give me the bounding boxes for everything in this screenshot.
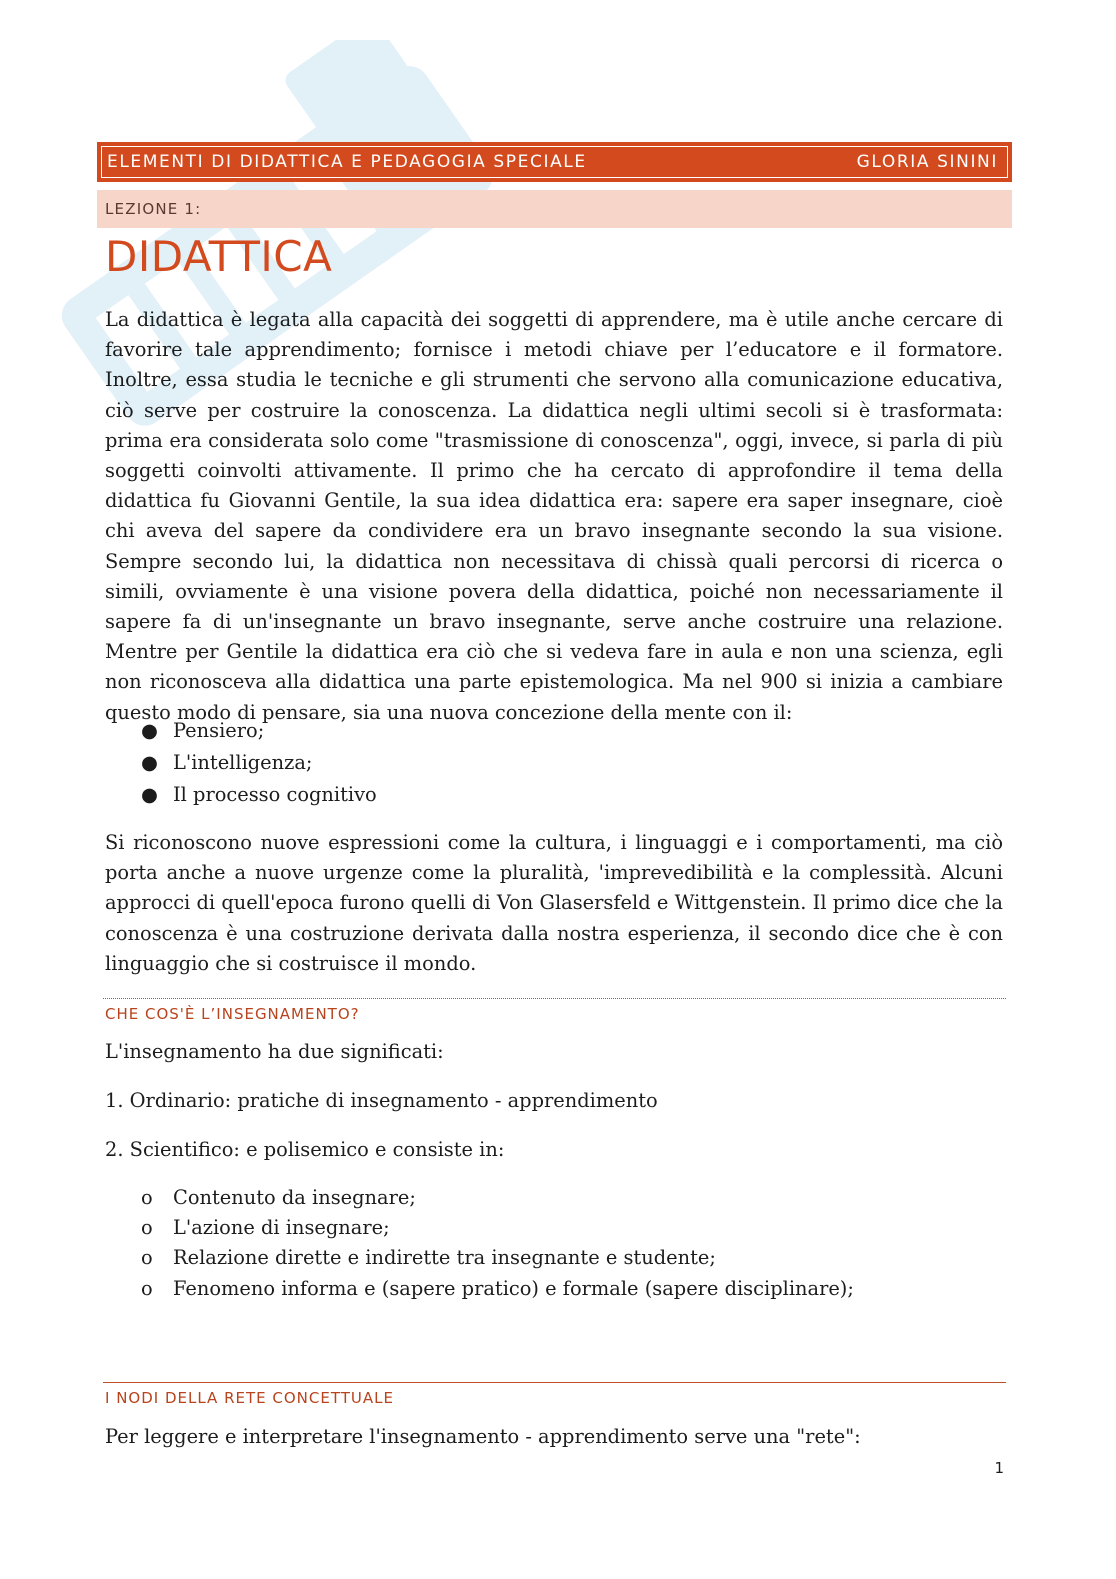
teaching-intro: L'insegnamento ha due significati: xyxy=(105,1040,444,1063)
bullet-dot-icon: ● xyxy=(141,751,158,774)
intro-paragraph: La didattica è legata alla capacità dei soggetti di apprendere, ma è utile anche cercare di favorire tale apprendimento; fornisce i metodi chiave per l’educatore e il formatore. Inoltre, essa studia le tecniche e gli strumenti che servono alla comunicazione educativa, ciò serve per costruire la conoscenza. La didattica negli ultimi secoli si è trasformata: prima era considerata solo come "trasmissione di conoscenza", oggi, invece, si parla di più soggetti coinvolti attivamente. Il primo che ha cercato di approfondire il tema della didattica fu Giovanni Gentile, la sua idea didattica era: sapere era saper insegnare, cioè chi aveva del sapere da condividere era un bravo insegnante secondo la sua visione. Sempre secondo lui, la didattica non necessitava di chissà quali percorsi di ricerca o simili, ovviamente è una visione povera della didattica, poiché non necessariamente il sapere fa di un'insegnante un bravo insegnante, serve anche costruire una relazione. Mentre per Gentile la didattica era ciò che si vedeva fare in aula e non una scienza, egli non riconosceva alla didattica una parte epistemologica. Ma nel 900 si inizia a cambiare questo modo di pensare, sia una nuova concezione della mente con il: xyxy=(105,308,1003,724)
circle-bullet-icon: o xyxy=(141,1246,153,1270)
network-intro: Per leggere e interpretare l'insegnamento - apprendimento serve una "rete": xyxy=(105,1425,861,1448)
section-heading-network: I NODI DELLA RETE CONCETTUALE xyxy=(105,1389,394,1407)
page-title: DIDATTICA xyxy=(105,232,333,281)
page-number: 1 xyxy=(994,1459,1004,1477)
list-item: ● Il processo cognitivo xyxy=(105,779,377,811)
list-item: o Fenomeno informa e (sapere pratico) e formale (sapere disciplinare); xyxy=(105,1274,854,1304)
circle-bullet-icon: o xyxy=(141,1276,153,1300)
mind-list xyxy=(105,715,377,811)
second-paragraph: Si riconoscono nuove espressioni come la cultura, i linguaggi e i comportamenti, ma ciò porta anche a nuove urgenze come la pluralità, 'imprevedibilità e la complessità. Alcuni approcci di quell'epoca furono quelli di Von Glasersfeld e Wittgenstein. Il primo dice che la conoscenza è una costruzione derivata dalla nostra esperienza, il secondo dice che è con linguaggio che si costruisce il mondo. xyxy=(105,831,1003,975)
lesson-label: LEZIONE 1: xyxy=(105,200,202,218)
meaning-scientific: 2. Scientifico: e polisemico e consiste in: xyxy=(105,1138,505,1161)
bullet-dot-icon: ● xyxy=(141,719,158,742)
meaning-ordinary: 1. Ordinario: pratiche di insegnamento - apprendimento xyxy=(105,1089,658,1112)
section-heading-teaching: CHE COS'È L’INSEGNAMENTO? xyxy=(105,1005,360,1023)
bullet-dot-icon: ● xyxy=(141,783,158,806)
lesson-band xyxy=(97,190,1012,228)
circle-bullet-icon: o xyxy=(141,1216,153,1240)
list-item: ● Pensiero; xyxy=(105,715,377,747)
running-header xyxy=(97,142,1012,182)
course-title: ELEMENTI DI DIDATTICA E PEDAGOGIA SPECIALE xyxy=(107,152,587,172)
section-divider xyxy=(103,1382,1006,1383)
list-item: ● L'intelligenza; xyxy=(105,747,377,779)
list-item: o Contenuto da insegnare; xyxy=(105,1183,854,1213)
section-divider xyxy=(103,998,1006,999)
list-item: o L'azione di insegnare; xyxy=(105,1213,854,1243)
list-item: o Relazione dirette e indirette tra insegnante e studente; xyxy=(105,1243,854,1273)
author-name: GLORIA SININI xyxy=(856,152,998,172)
circle-bullet-icon: o xyxy=(141,1186,153,1209)
teaching-list xyxy=(105,1183,854,1304)
